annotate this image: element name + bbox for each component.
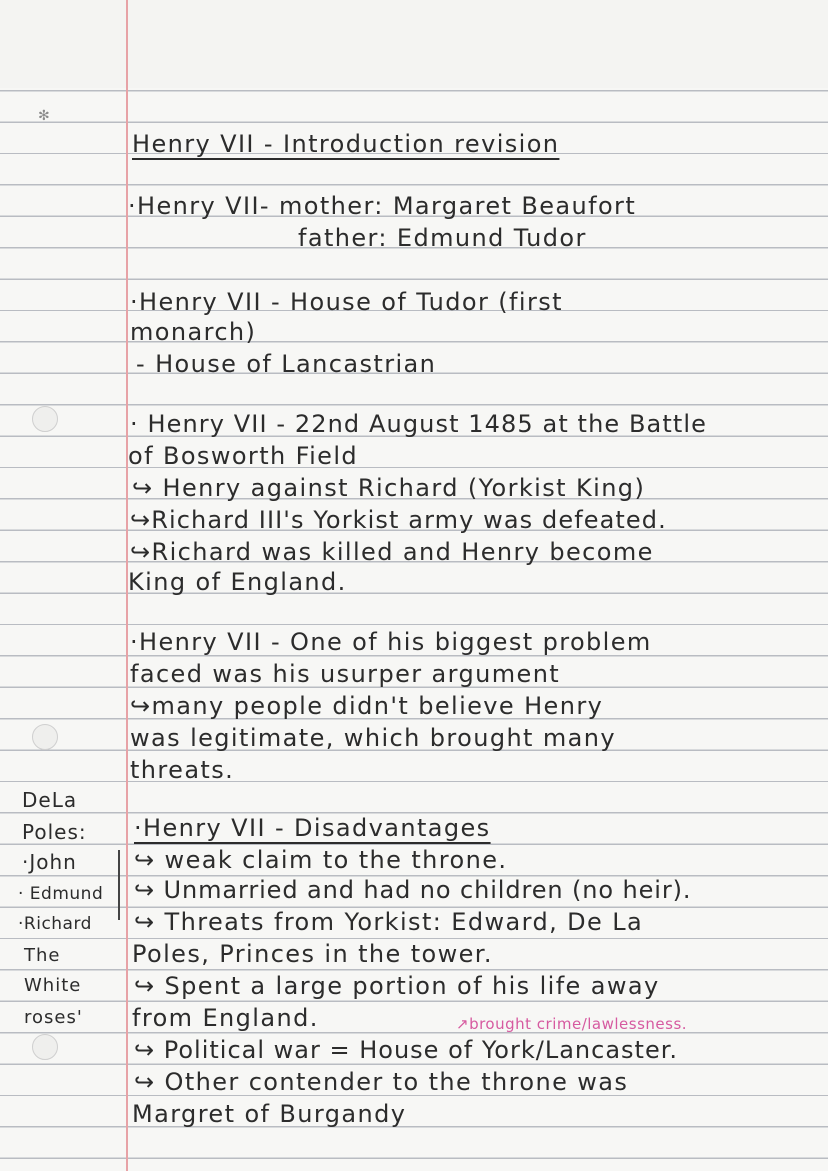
parents-line: ·Henry VII- mother: Margaret Beaufort bbox=[128, 192, 637, 220]
disadvantage-line: ↪ weak claim to the throne. bbox=[134, 846, 508, 874]
margin-note: DeLa bbox=[22, 788, 78, 812]
margin-note: ·John bbox=[22, 850, 77, 874]
notes-title: Henry VII - Introduction revision bbox=[132, 130, 560, 158]
battle-line: of Bosworth Field bbox=[128, 442, 359, 470]
punch-hole bbox=[32, 1034, 58, 1060]
pink-annotation: ↗brought crime/lawlessness. bbox=[456, 1015, 688, 1033]
punch-hole bbox=[32, 406, 58, 432]
page-top-margin bbox=[0, 0, 828, 88]
disadvantage-line: ↪ Spent a large portion of his life away bbox=[134, 972, 660, 1000]
disadvantage-line: ↪ Unmarried and had no children (no heir). bbox=[134, 876, 692, 904]
battle-line: ↪Richard III's Yorkist army was defeated. bbox=[130, 506, 667, 534]
battle-line: · Henry VII - 22nd August 1485 at the Battle bbox=[130, 410, 707, 438]
margin-note: White bbox=[24, 975, 82, 996]
margin-note: · Edmund bbox=[18, 884, 104, 904]
battle-line: ↪Richard was killed and Henry become bbox=[130, 538, 654, 566]
margin-bracket bbox=[118, 850, 120, 920]
disadvantage-line: from England. bbox=[132, 1004, 319, 1032]
house-line: monarch) bbox=[130, 318, 257, 346]
disadvantage-line: Poles, Princes in the tower. bbox=[132, 940, 493, 968]
disadvantages-title: ·Henry VII - Disadvantages bbox=[134, 814, 491, 842]
disadvantage-line: ↪ Threats from Yorkist: Edward, De La bbox=[134, 908, 644, 936]
disadvantage-line: Margret of Burgandy bbox=[132, 1100, 407, 1128]
margin-note: Poles: bbox=[22, 820, 87, 844]
punch-hole bbox=[32, 724, 58, 750]
battle-line: ↪ Henry against Richard (Yorkist King) bbox=[132, 474, 646, 502]
problem-line: threats. bbox=[130, 756, 235, 784]
house-line: - House of Lancastrian bbox=[136, 350, 437, 378]
problem-line: was legitimate, which brought many bbox=[130, 724, 616, 752]
battle-line: King of England. bbox=[128, 568, 347, 596]
disadvantage-line: ↪ Other contender to the throne was bbox=[134, 1068, 629, 1096]
doodle-icon: ✻ bbox=[38, 108, 50, 124]
margin-note: ·Richard bbox=[18, 914, 92, 934]
margin-note: The bbox=[24, 945, 61, 966]
disadvantage-line: ↪ Political war = House of York/Lancaster. bbox=[134, 1036, 678, 1064]
margin-note: roses' bbox=[24, 1007, 83, 1028]
problem-line: ·Henry VII - One of his biggest problem bbox=[130, 628, 652, 656]
house-line: ·Henry VII - House of Tudor (first bbox=[130, 288, 563, 316]
parents-line: father: Edmund Tudor bbox=[298, 224, 587, 252]
problem-line: ↪many people didn't believe Henry bbox=[130, 692, 604, 720]
problem-line: faced was his usurper argument bbox=[130, 660, 561, 688]
